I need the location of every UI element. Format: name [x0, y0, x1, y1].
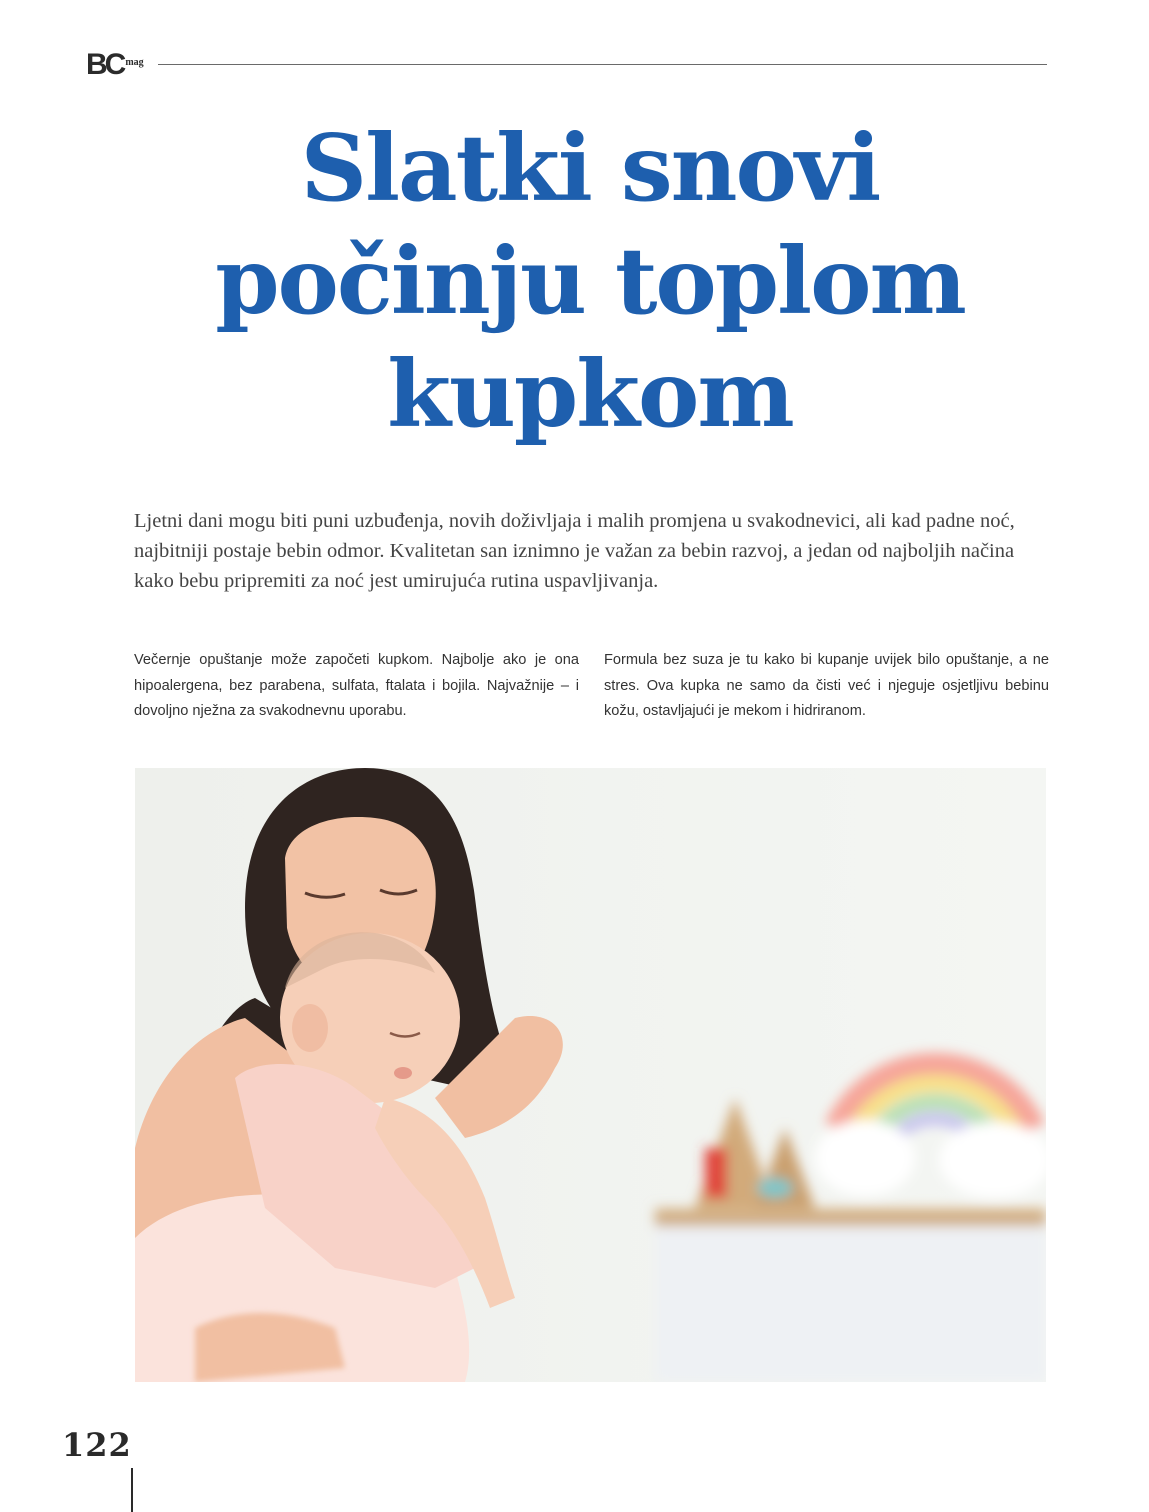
- header-divider: [158, 64, 1047, 65]
- article-lead: Ljetni dani mogu biti puni uzbuđenja, novih doživljaja i malih promjena u svakodnevici, ali kad padne noć, najbitniji postaje bebin odmor. Kvalitetan san iznimno je važan za bebin razvoj, a jedan od najboljih načina kako bebu pripremiti za noć jest umirujuća rutina uspavljivanja.: [134, 510, 1015, 592]
- logo-sub-text: mag: [125, 57, 144, 68]
- body-column-right: Formula bez suza je tu kako bi kupanje uvijek bilo opuštanje, a ne stres. Ova kupka ne samo da čisti već i njeguje osjetljivu bebinu kožu, ostavljajući je mekom i hidriranom.: [604, 652, 1049, 719]
- page-number-rule: [131, 1468, 133, 1512]
- mother-baby-illustration: [135, 768, 1046, 1382]
- logo-main-text: BC: [86, 48, 124, 81]
- title-line-2: počinju toplom: [215, 227, 965, 335]
- title-line-3: kupkom: [387, 340, 793, 448]
- brand-logo: [86, 48, 144, 82]
- page-number: 122: [62, 1426, 132, 1464]
- body-column-left: Večernje opuštanje može započeti kupkom. Najbolje ako je ona hipoalergena, bez parabena, sulfata, ftalata i bojila. Najvažnije – i dovoljno nježna za svakodnevnu uporabu.: [134, 652, 579, 719]
- article-photo: [135, 768, 1046, 1382]
- article-title: [100, 112, 1080, 451]
- title-line-1: Slatki snovi: [300, 114, 880, 222]
